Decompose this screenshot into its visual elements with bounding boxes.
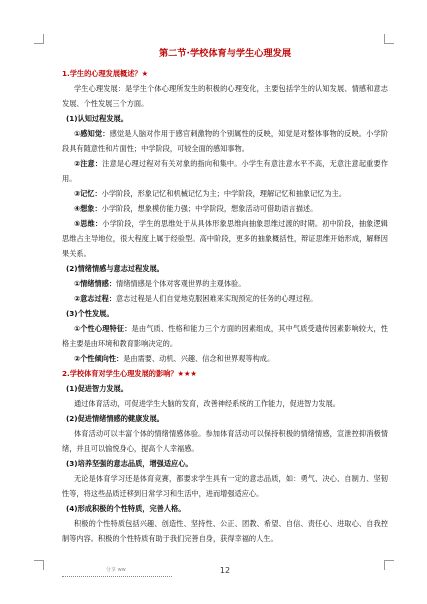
crop-mark-top-right <box>384 34 394 44</box>
footer-note: 分享 ww <box>106 567 126 573</box>
section-1-stars: ★ <box>141 69 149 78</box>
list-item-label: ⑤思维： <box>74 219 103 228</box>
list-item-label: ④想象： <box>74 204 102 213</box>
subheading-character: (4)形成积极的个性特质，完善人格。 <box>66 504 186 513</box>
list-item-text: 小学阶段，学生的思维处于从具体形象思维向抽象思维过渡的时期。初中阶段，抽象逻辑思维占主导地位，很大程度上属于经验型。高中阶段，更多的抽象概括性，辩证思维开始形成，解释因果关系。 <box>62 219 388 258</box>
willpower-text: 无论是体育学习还是体育竞赛，都要求学生具有一定的意志品质，如：勇气、决心、自制力、坚韧性等，将这些品质迁移到日常学习和生活中，进而增强适应心。 <box>62 474 388 498</box>
list-item-label: ②意志过程： <box>74 294 117 303</box>
section-1-heading-text: 1.学生的心理发展概述？ <box>62 69 142 78</box>
page-number: 12 <box>219 566 231 575</box>
list-item <box>62 216 388 261</box>
section-2-stars: ★★★ <box>177 369 197 378</box>
list-item-text: 是由气质、性格和能力三个方面的因素组成，其中气质受遗传因素影响较大，性格主要是由环境和教育影响决定的。 <box>62 324 388 348</box>
crop-mark-top-left <box>34 34 44 44</box>
subheading-cognition: (1)认知过程发展。 <box>66 114 128 123</box>
crop-mark-bottom-left <box>34 560 44 570</box>
list-item <box>62 126 388 156</box>
list-item-text: 小学阶段，想象模仿能力强；中学阶段，想象活动可借助语言描述。 <box>101 204 318 213</box>
intelligence-text: 通过体育活动，可促进学生大脑的发育，改善神经系统的工作能力，促进智力发展。 <box>74 399 340 408</box>
list-item-text: 情绪情感是个体对客观世界的主观体验。 <box>116 279 246 288</box>
document-body <box>62 46 388 546</box>
section-2-heading-text: 2.学校体育对学生心理发展的影响？ <box>62 369 178 378</box>
list-item <box>62 321 388 351</box>
section-1-heading <box>62 66 388 81</box>
list-item-text: 意志过程是人们自觉地克服困难来实现预定的任务的心理过程。 <box>116 294 318 303</box>
list-item <box>62 276 388 291</box>
list-item <box>62 156 388 186</box>
list-item <box>62 351 388 366</box>
list-item-text: 感觉是人脑对作用于感官刺激物的个别属性的反映，知觉是对整体事物的反映。小学阶段具有随意性和片面性；中学阶段，可较全面的感知事物。 <box>62 129 388 153</box>
page-footer <box>62 566 388 578</box>
list-item-label: ①感知觉： <box>74 129 110 138</box>
list-item <box>62 186 388 201</box>
subheading-intelligence: (1)促进智力发展。 <box>66 384 128 393</box>
personality-list <box>62 321 388 366</box>
list-item-label: ①情绪情感： <box>74 279 117 288</box>
page-title: 第二节·学校体育与学生心理发展 <box>158 48 292 59</box>
list-item-text: 小学阶段，形象记忆和机械记忆为主；中学阶段，理解记忆和抽象记忆为主。 <box>101 189 347 198</box>
list-item-label: ①个性心理特征： <box>74 324 132 333</box>
subheading-personality: (3)个性发展。 <box>66 309 114 318</box>
emotional-health-text: 体育活动可以丰富个体的情绪情感体验。参加体育活动可以保持积极的情绪情感，宣泄控抑消极情绪，并且可以愉悦身心，提高个人幸福感。 <box>62 429 388 453</box>
list-item <box>62 201 388 216</box>
list-item-label: ②注意： <box>74 159 103 168</box>
list-item-text: 是由需要、动机、兴趣、信念和世界观等构成。 <box>123 354 275 363</box>
section-2-heading <box>62 366 388 381</box>
subheading-willpower: (3)培养坚强的意志品质，增强适应心。 <box>66 459 193 468</box>
character-text: 积极的个性特质包括兴趣、创造性、坚持性、公正、团教、希望、自信、责任心、进取心、自我控制等内容。积极的个性特质有助于我们完善自身，获得幸福的人生。 <box>62 519 388 543</box>
list-item-text: 注意是心理过程对有关对象的指向和集中。小学生有意注意水平不高，无意注意起重要作用。 <box>62 159 388 183</box>
list-item <box>62 291 388 306</box>
cognition-list <box>62 126 388 261</box>
section-1-intro: 学生心理发展：是学生个体心理所发生的积极的心理变化，主要包括学生的认知发展、情感和意志发展、个性发展三个方面。 <box>62 84 388 108</box>
emotion-will-list <box>62 276 388 306</box>
list-item-label: ③记忆： <box>74 189 102 198</box>
subheading-emotional-health: (2)促进情绪情感的健康发展。 <box>66 414 164 423</box>
footer-rule <box>62 576 172 577</box>
list-item-label: ②个性倾向性： <box>74 354 124 363</box>
subheading-emotion-will: (2)情绪情感与意志过程发展。 <box>66 264 164 273</box>
